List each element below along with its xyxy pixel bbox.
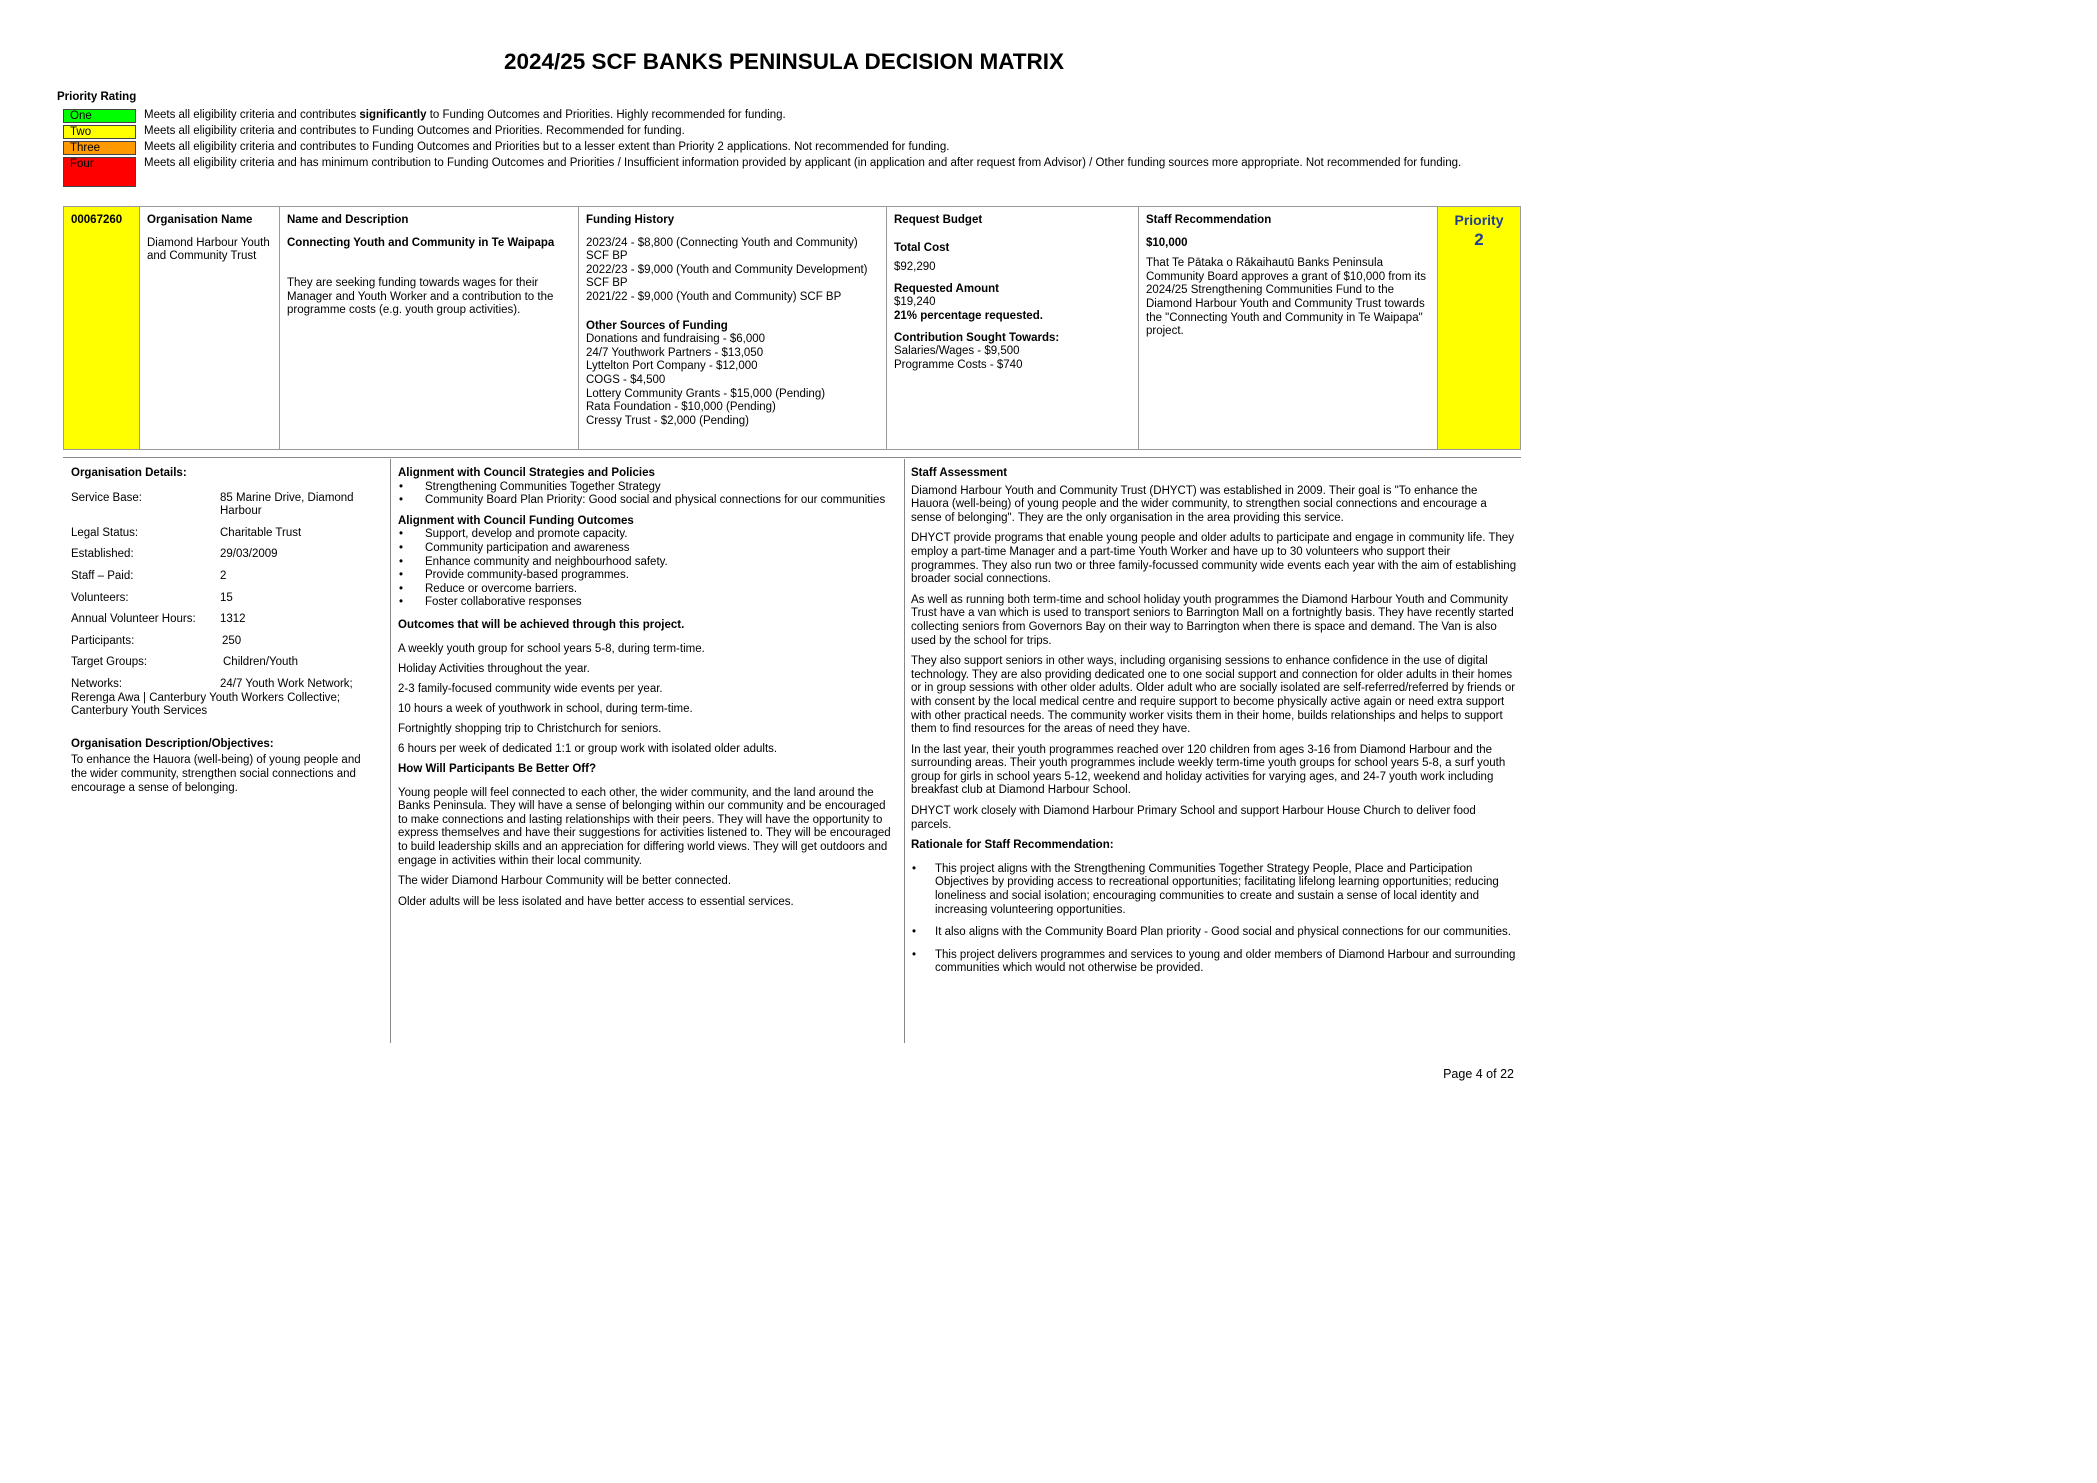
list-item: • Provide community-based programmes. xyxy=(398,569,898,583)
better-off-paragraph: The wider Diamond Harbour Community will be better connected. xyxy=(398,875,732,888)
contribution-item: Salaries/Wages - $9,500 xyxy=(894,345,1020,358)
detail-value: 85 Marine Drive, Diamond Harbour xyxy=(220,491,354,518)
achieved-outcome: 2-3 family-focused community wide events per year. xyxy=(398,682,663,695)
legend-swatch-two: Two xyxy=(63,125,136,139)
percentage-requested: 21% percentage requested. xyxy=(894,309,1043,322)
detail-row-volunteers xyxy=(71,592,376,606)
priority-header: Priority xyxy=(1454,212,1504,228)
staff-recommendation-header: Staff Recommendation xyxy=(1146,214,1272,226)
achieved-outcome: A weekly youth group for school years 5-8, during term-time. xyxy=(398,642,705,655)
organisation-description-heading: Organisation Description/Objectives: xyxy=(71,737,274,750)
detail-label: Volunteers: xyxy=(71,591,129,604)
assessment-paragraph: DHYCT provide programs that enable young people and older adults to participate and engage in community life. They employ a part-time Manager and a part-time Youth Worker and have up to 30 volunteers who support their programmes. They also run two or three family-focussed community wide events each year with the aim of establishing broader social connections. xyxy=(911,532,1517,586)
funding-outcomes-list xyxy=(398,528,898,610)
project-description: They are seeking funding towards wages for their Manager and Youth Worker and a contribution to the programme costs (e.g. youth group activities). xyxy=(287,277,554,317)
priority-value: 2 xyxy=(1474,229,1484,249)
other-sources-header: Other Sources of Funding xyxy=(586,319,728,332)
organisation-name: Diamond Harbour Youth and Community Trust xyxy=(147,236,270,263)
other-source-item: Lottery Community Grants - $15,000 (Pending) xyxy=(586,387,826,400)
staff-recommendation-text: That Te Pātaka o Rākaihautū Banks Peninsula Community Board approves a grant of $10,000 from its 2024/25 Strengthening Communities Fund to the Diamond Harbour Youth and Community Trust towards the "Connecting Youth and Community in Te Waipapa" project. xyxy=(1146,257,1426,338)
staff-assessment-section xyxy=(911,467,1518,985)
detail-row-service-base xyxy=(71,492,376,519)
funding-history-cell xyxy=(579,207,887,449)
requested-amount-label: Requested Amount xyxy=(894,282,999,295)
detail-row-annual-volunteer-hours xyxy=(71,613,376,627)
legend-row-four xyxy=(63,157,1525,187)
detail-value: Children/Youth xyxy=(223,656,299,669)
strategies-list xyxy=(398,481,898,508)
strategies-heading: Alignment with Council Strategies and Policies xyxy=(398,467,655,479)
organisation-description: To enhance the Hauora (well-being) of young people and the wider community, strengthen social connections and encourage a sense of belonging. xyxy=(71,754,361,794)
detail-value: Charitable Trust xyxy=(220,526,302,539)
detail-label: Participants: xyxy=(71,634,135,647)
other-source-item: Cressy Trust - $2,000 (Pending) xyxy=(586,414,749,427)
detail-label: Service Base: xyxy=(71,491,142,504)
other-source-item: Rata Foundation - $10,000 (Pending) xyxy=(586,401,776,414)
detail-row-staff-paid xyxy=(71,570,376,584)
detail-value: 29/03/2009 xyxy=(220,548,278,561)
list-item: • Community Board Plan Priority: Good social and physical connections for our communities xyxy=(398,494,898,508)
organisation-name-cell xyxy=(140,207,280,449)
funding-history-item: 2023/24 - $8,800 (Connecting Youth and Community) SCF BP xyxy=(586,236,858,263)
better-off-paragraph: Older adults will be less isolated and have better access to essential services. xyxy=(398,895,794,908)
achieved-outcome: Holiday Activities throughout the year. xyxy=(398,662,590,675)
request-budget-cell xyxy=(887,207,1139,449)
other-source-item: 24/7 Youthwork Partners - $13,050 xyxy=(586,346,764,359)
total-cost-label: Total Cost xyxy=(894,241,950,254)
achieved-outcomes-heading: Outcomes that will be achieved through this project. xyxy=(398,618,685,631)
detail-label: Annual Volunteer Hours: xyxy=(71,613,196,626)
funding-history-header: Funding History xyxy=(586,214,675,226)
detail-row-target-groups xyxy=(71,656,376,670)
list-item: • Strengthening Communities Together Strategy xyxy=(398,481,898,495)
staff-recommendation-cell xyxy=(1139,207,1438,449)
achieved-outcome: 6 hours per week of dedicated 1:1 or group work with isolated older adults. xyxy=(398,743,778,755)
other-source-item: Donations and fundraising - $6,000 xyxy=(586,333,766,346)
legend-swatch-one: One xyxy=(63,109,136,123)
list-item: • Support, develop and promote capacity. xyxy=(398,528,898,542)
other-source-item: COGS - $4,500 xyxy=(586,373,666,386)
detail-label: Networks: xyxy=(71,677,123,690)
list-item: • It also aligns with the Community Board Plan priority - Good social and physical connections for our communities. xyxy=(911,926,1518,940)
list-item: • Foster collaborative responses xyxy=(398,596,898,610)
priority-rating-heading: Priority Rating xyxy=(57,91,137,103)
detail-label: Established: xyxy=(71,548,134,561)
list-item: • This project delivers programmes and services to young and older members of Diamond Harbour and surrounding communities which would not otherwise be provided. xyxy=(911,949,1518,976)
funding-history-item: 2021/22 - $9,000 (Youth and Community) SCF BP xyxy=(586,290,842,303)
networks-value-continued: Rerenga Awa | Canterbury Youth Workers Collective; Canterbury Youth Services xyxy=(71,691,341,718)
assessment-paragraph: DHYCT work closely with Diamond Harbour Primary School and support Harbour House Church to deliver food parcels. xyxy=(911,805,1476,831)
section-divider xyxy=(63,457,1521,458)
legend-swatch-four: Four xyxy=(63,157,136,187)
detail-label: Staff – Paid: xyxy=(71,569,134,582)
detail-row-established xyxy=(71,548,376,562)
project-name: Connecting Youth and Community in Te Waipapa xyxy=(287,236,555,249)
list-item: • Community participation and awareness xyxy=(398,542,898,556)
requested-amount-value: $19,240 xyxy=(894,296,936,309)
staff-recommendation-amount: $10,000 xyxy=(1146,236,1188,249)
column-divider xyxy=(904,459,905,1043)
organisation-details-section xyxy=(71,467,376,795)
staff-assessment-heading: Staff Assessment xyxy=(911,467,1008,479)
list-item: • This project aligns with the Strengthening Communities Together Strategy People, Place and Participation Objectives by providing access to recreational opportunities; facilitating lifelong learning opportunities; reducing loneliness and social isolation; encouraging communities to create and sustain a sense of local identity and increasing volunteering opportunities. xyxy=(911,863,1518,917)
contribution-item: Programme Costs - $740 xyxy=(894,358,1023,371)
legend-text-two: Meets all eligibility criteria and contributes to Funding Outcomes and Priorities. Recommended for funding. xyxy=(144,125,685,137)
page-title: 2024/25 SCF BANKS PENINSULA DECISION MATRIX xyxy=(503,49,1065,74)
contribution-label: Contribution Sought Towards: xyxy=(894,331,1060,344)
detail-value: 1312 xyxy=(220,613,246,626)
achieved-outcome: Fortnightly shopping trip to Christchurch for seniors. xyxy=(398,722,662,735)
achieved-outcome: 10 hours a week of youthwork in school, during term-time. xyxy=(398,702,693,715)
column-divider xyxy=(390,459,391,1043)
better-off-paragraph: Young people will feel connected to each other, the wider community, and the land around the Banks Peninsula. They will have a sense of belonging within our community and be encouraged to make connections and lasting relationships with their peers. They will have the opportunity to express themselves and have their suggestions for activities listened to. They will be encouraged to build leadership skills and an appreciation for differing world views. They will get outdoors and engage in activities within their local community. xyxy=(398,786,891,867)
legend-row-one xyxy=(63,109,1525,123)
other-source-item: Lyttelton Port Company - $12,000 xyxy=(586,360,758,373)
legend-swatch-three: Three xyxy=(63,141,136,155)
assessment-paragraph: As well as running both term-time and school holiday youth programmes the Diamond Harbour Youth and Community Trust have a van which is used to transport seniors to Barrington Mall on a fortnightly basis. They have recently started collecting seniors from Governors Bay on their way to Barrington when there is space and demand. The Van is also used by the school for trips. xyxy=(911,593,1514,647)
organisation-details-heading: Organisation Details: xyxy=(71,467,187,479)
name-description-header: Name and Description xyxy=(287,214,409,226)
rationale-list xyxy=(911,863,1518,976)
legend-text-four: Meets all eligibility criteria and has minimum contribution to Funding Outcomes and Priorities / Insufficient information provided by applicant (in application and after request from Advisor) / Other funding sources more appropriate. Not recommended for funding. xyxy=(144,157,1462,169)
legend-row-three xyxy=(63,141,1525,155)
detail-row-networks xyxy=(71,678,376,719)
detail-value: 250 xyxy=(222,634,242,647)
list-item: • Enhance community and neighbourhood safety. xyxy=(398,556,898,570)
legend-text-three: Meets all eligibility criteria and contributes to Funding Outcomes and Priorities but to a lesser extent than Priority 2 applications. Not recommended for funding. xyxy=(144,141,950,153)
rationale-heading: Rationale for Staff Recommendation: xyxy=(911,839,1114,852)
assessment-paragraph: They also support seniors in other ways, including organising sessions to enhance confidence in the use of digital technology. They are also providing dedicated one to one social support and connection for older adults in their homes or in group sessions with other older adults. Older adult who are socially isolated are self-referred/referred by friends or with consent by the local medical centre and require support to become physically active again or need extra support with other practical needs. The community worker visits them in their home, builds relationships and helps to support them to find resources for the areas of need they have. xyxy=(911,655,1516,736)
decision-matrix-row xyxy=(63,206,1521,450)
name-description-cell xyxy=(280,207,579,449)
detail-value: 24/7 Youth Work Network; xyxy=(220,677,353,690)
funding-outcomes-heading: Alignment with Council Funding Outcomes xyxy=(398,514,634,527)
assessment-paragraph: Diamond Harbour Youth and Community Trust (DHYCT) was established in 2009. Their goal is "To enhance the Hauora (well-being) of young people and the wider community, to strengthen social connections and encourage a sense of belonging". They are the only organisation in the area providing this service. xyxy=(911,484,1487,524)
legend-row-two xyxy=(63,125,1525,139)
detail-label: Target Groups: xyxy=(71,656,148,669)
detail-value: 15 xyxy=(220,591,233,604)
total-cost-value: $92,290 xyxy=(894,261,936,274)
funding-history-item: 2022/23 - $9,000 (Youth and Community Development) SCF BP xyxy=(586,263,868,290)
detail-value: 2 xyxy=(220,569,227,582)
assessment-paragraph: In the last year, their youth programmes reached over 120 children from ages 3-16 from Diamond Harbour and the surrounding areas. Their youth programmes include weekly term-time youth groups for school years 5-8, a surf youth group for girls in school years 5-12, weekend and holiday activities for varying ages, and 24-7 youth work including breakfast club at Diamond Harbour School. xyxy=(911,743,1506,797)
detail-row-legal-status xyxy=(71,527,376,541)
list-item: • Reduce or overcome barriers. xyxy=(398,583,898,597)
legend-text-one: Meets all eligibility criteria and contributes significantly to Funding Outcomes and Priorities. Highly recommended for funding. xyxy=(144,109,786,121)
detail-label: Legal Status: xyxy=(71,526,139,539)
priority-cell xyxy=(1438,207,1520,449)
alignment-section xyxy=(398,467,898,916)
request-budget-header: Request Budget xyxy=(894,214,983,226)
detail-row-participants xyxy=(71,635,376,649)
priority-rating-legend xyxy=(63,109,1525,189)
page-number: Page 4 of 22 xyxy=(1443,1067,1514,1081)
organisation-name-header: Organisation Name xyxy=(147,214,253,226)
better-off-heading: How Will Participants Be Better Off? xyxy=(398,763,596,776)
application-id-cell xyxy=(64,207,140,449)
application-id: 00067260 xyxy=(71,214,123,226)
